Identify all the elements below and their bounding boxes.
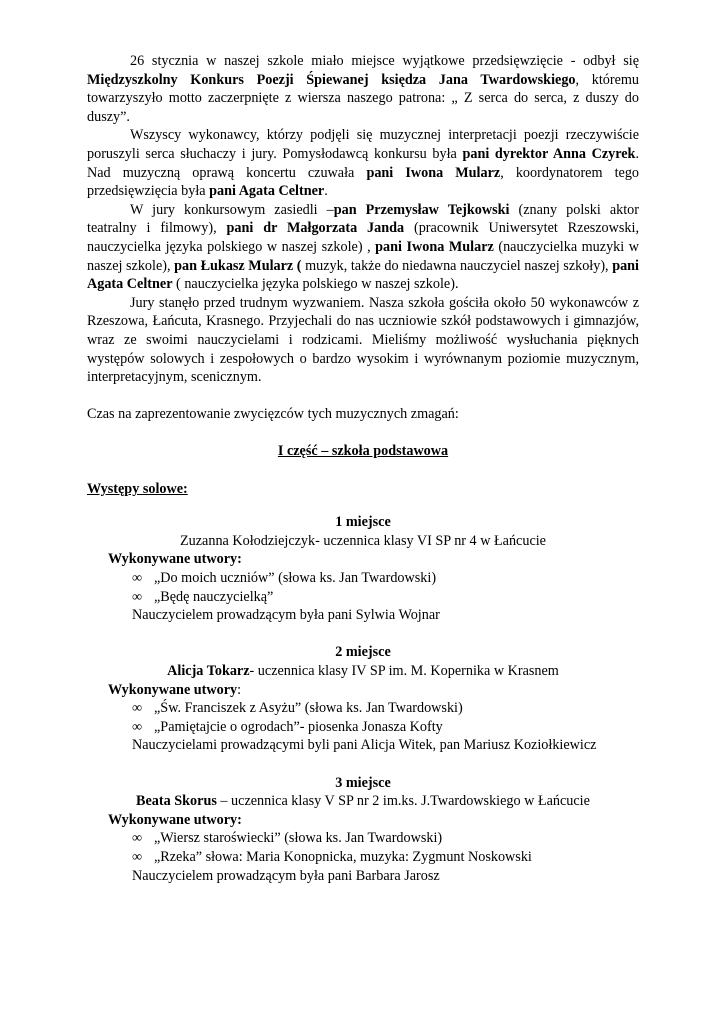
text-run: . Nad muzyczną oprawą koncertu czuwała [87,145,639,181]
contest-name: Międzyszkolny Konkurs Poezji Śpiewanej księdza Jana Twardowskiego [87,71,576,88]
songs-label [87,550,639,569]
person-name: pani Agata Celtner [87,257,640,293]
winner-details: Zuzanna Kołodziejczyk- uczennica klasy VI SP nr 4 w Łańcucie [180,532,546,549]
text-run: 26 stycznia w naszej szkole miało miejsce wyjątkowe przedsięwzięcie - odbył się [130,53,639,69]
song-title: „Będę nauczycielką” [154,588,274,605]
teacher-line: Nauczycielem prowadzącym była pani Sylwia Wojnar [132,607,440,624]
song-title: „Rzeka” słowa: Maria Konopnicka, muzyka: Zygmunt Noskowski [154,848,532,865]
teacher-line: Nauczycielami prowadzącymi byli pani Alicja Witek, pan Mariusz Koziołkiewicz [132,737,597,754]
spacer [87,625,639,644]
text-run: ( nauczycielka języka polskiego w naszej szkole). [172,276,459,293]
winner-line [87,532,639,551]
infinity-bullet-icon: ∞ [132,718,143,735]
infinity-bullet-icon: ∞ [132,700,143,717]
winner-name: Alicja Tokarz [167,663,250,679]
winner-name: Beata Skorus [136,793,217,810]
winner-line [87,792,639,811]
person-name: pani dr Małgorzata Janda [226,220,405,237]
infinity-bullet-icon: ∞ [132,830,143,847]
place-heading: 2 miejsce [335,644,391,661]
songs-label-text: Wykonywane utwory: [108,551,242,568]
section-title-text: I część – szkoła podstawowa [277,443,449,460]
text-run: (nauczycielka muzyki w naszej szkole), [87,238,639,274]
place-block-2 [87,643,639,755]
winner-details: - uczennica klasy IV SP im. M. Kopernika w Krasnem [249,663,559,679]
songs-label-text: Wykonywane utwory [108,681,238,698]
solo-heading [87,480,639,499]
intro-paragraph-1 [87,52,639,126]
song-item [87,588,639,607]
place-block-3 [87,774,639,886]
songs-label-tail: : [237,681,242,698]
text-run: (pracownik Uniwersytet Rzeszowski, nauczycielka języka polskiego w naszej szkole) , [87,220,639,255]
songs-label [87,811,639,830]
infinity-bullet-icon: ∞ [132,848,143,865]
solo-heading-text: Występy solowe: [87,480,188,497]
song-item [87,718,639,737]
winner-details: – uczennica klasy V SP nr 2 im.ks. J.Twardowskiego w Łańcucie [216,793,590,810]
song-title: „Św. Franciszek z Asyżu” (słowa ks. Jan Twardowski) [154,700,463,717]
person-name: pan Przemysław Tejkowski [333,201,510,218]
text-run: . [324,183,328,200]
spacer [87,424,639,443]
intro-paragraph-4: Jury stanęło przed trudnym wyzwaniem. Nasza szkoła gościła około 50 wykonawców z Rzeszowa, Łańcuta, Krasnego. Przyjechali do nas uczniowie szkół podstawowych i gimnazjów, wraz ze swoimi nauczycielami i rodzicami. Mieliśmy możliwość wysłuchania pięknych występów solowych i zespołowych o bardzo wysokim i wyrównanym poziomie muzycznym, interpretacyjnym, scenicznym. [87,294,639,386]
song-item [87,569,639,588]
song-title: „Wiersz staroświecki” (słowa ks. Jan Twardowski) [154,830,443,847]
intro-paragraph-5: Czas na zaprezentowanie zwycięzców tych muzycznych zmagań: [87,406,459,423]
spacer [87,498,639,513]
songs-label-text: Wykonywane utwory: [108,811,242,828]
song-title: „Pamiętajcie o ogrodach”- piosenka Jonasza Kofty [154,718,443,735]
infinity-bullet-icon: ∞ [132,588,143,605]
document-page [87,52,639,885]
text-run: , któremu towarzyszyło motto zaczerpnięte z wiersza naszego patrona: „ Z serca do serca, z duszy do duszy”. [87,71,640,125]
person-name: pani dyrektor Anna Czyrek [462,145,636,162]
songs-label [87,681,639,700]
text-run: Wszyscy wykonawcy, którzy podjęli się muzycznej interpretacji poezji rzeczywiście poruszyli serca słuchaczy i jury. Pomysłodawcą konkursu była [87,127,639,162]
song-item [87,848,639,867]
person-name: pani Agata Celtner [209,183,325,200]
place-heading: 1 miejsce [335,514,391,531]
person-name: pan Łukasz Mularz ( [174,257,302,274]
spacer [87,755,639,774]
intro-paragraph-3 [87,201,639,294]
text-run: , koordynatorem tego przedsięwzięcia była [87,164,640,200]
spacer [87,387,639,406]
spacer [87,461,639,480]
person-name: pani Iwona Mularz [375,238,494,255]
text-run: muzyk, także do niedawna nauczyciel naszej szkoły), [301,257,613,274]
song-item [87,699,639,718]
person-name: pani Iwona Mularz [366,164,501,181]
intro-paragraph-2 [87,126,639,200]
place-heading: 3 miejsce [335,774,391,791]
place-block-1 [87,513,639,625]
winner-line [87,662,639,681]
text-run: W jury konkursowym zasiedli – [130,201,334,218]
infinity-bullet-icon: ∞ [132,570,143,587]
song-item [87,829,639,848]
text-run: (znany polski aktor teatralny i filmowy), [87,201,640,237]
teacher-line: Nauczycielem prowadzącym była pani Barbara Jarosz [132,867,440,884]
section-title [87,442,639,461]
song-title: „Do moich uczniów” (słowa ks. Jan Twardowski) [154,570,437,587]
